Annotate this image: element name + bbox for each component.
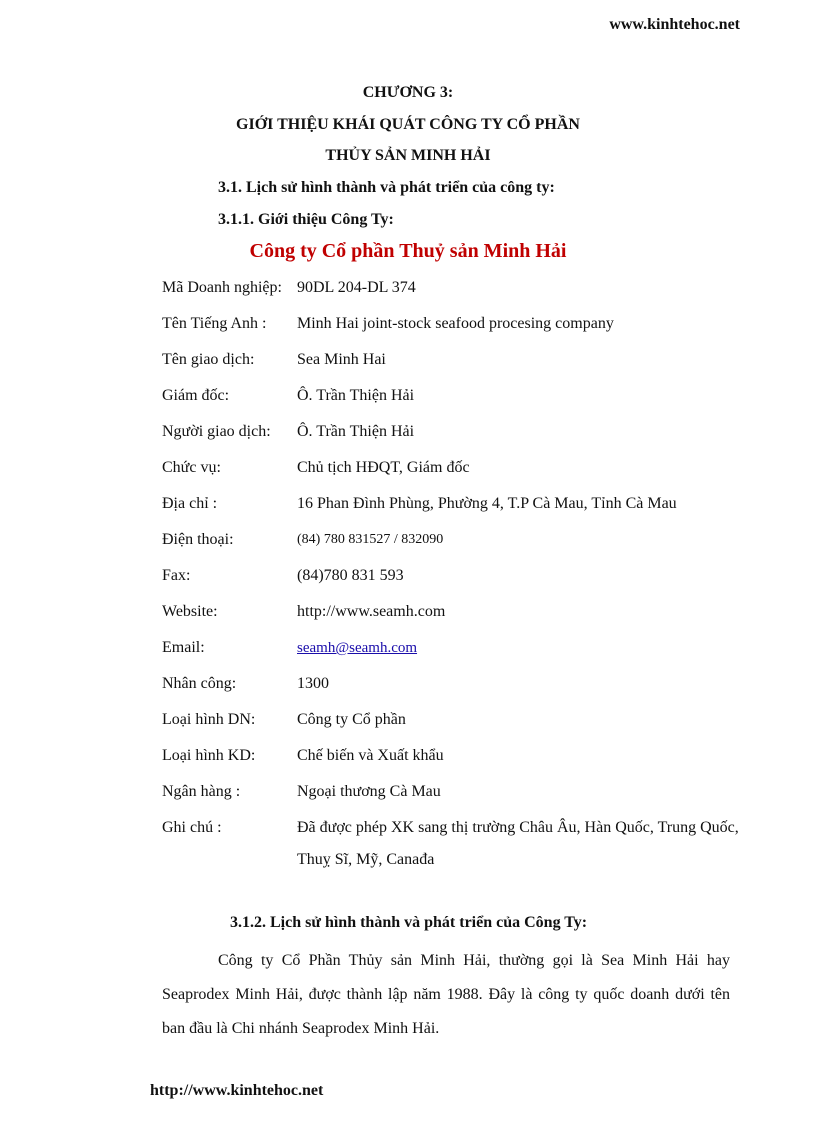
- info-value: (84)780 831 593: [297, 567, 404, 584]
- info-label: Mã Doanh nghiệp:: [162, 279, 282, 296]
- info-value: Ngoại thương Cà Mau: [297, 783, 441, 800]
- section-3-1-heading: 3.1. Lịch sử hình thành và phát triển của công ty:: [218, 179, 555, 196]
- info-label: Tên giao dịch:: [162, 351, 255, 368]
- info-value: Đã được phép XK sang thị trường Châu Âu, Hàn Quốc, Trung Quốc, Thuỵ Sĩ, Mỹ, Canađa: [297, 819, 739, 868]
- company-name: Công ty Cổ phần Thuỷ sản Minh Hải: [249, 240, 567, 262]
- chapter-title-line1: GIỚI THIỆU KHÁI QUÁT CÔNG TY CỔ PHẦN: [236, 116, 580, 133]
- history-paragraph: Công ty Cổ Phần Thủy sản Minh Hải, thường gọi là Sea Minh Hải hay Seaprodex Minh Hải, được thành lập năm 1988. Đây là công ty quốc doanh dưới tên ban đầu là Chi nhánh Seaprodex Minh Hải.: [162, 952, 730, 1037]
- info-label: Ghi chú :: [162, 819, 222, 836]
- info-label: Email:: [162, 639, 205, 656]
- info-label: Nhân công:: [162, 675, 237, 692]
- info-label: Giám đốc:: [162, 387, 230, 404]
- info-label: Loại hình DN:: [162, 711, 256, 728]
- info-label: Địa chỉ :: [162, 495, 218, 512]
- info-value: Ô. Trần Thiện Hải: [297, 423, 415, 440]
- info-value: http://www.seamh.com: [297, 603, 446, 620]
- info-value: Sea Minh Hai: [297, 351, 386, 368]
- header-website-url: www.kinhtehoc.net: [609, 16, 740, 33]
- info-value: 1300: [297, 675, 329, 692]
- info-value: Ô. Trần Thiện Hải: [297, 387, 415, 404]
- info-value: Chế biến và Xuất khẩu: [297, 747, 444, 764]
- info-value: Công ty Cổ phần: [297, 711, 406, 728]
- info-label: Fax:: [162, 567, 191, 584]
- footer-website-url: http://www.kinhtehoc.net: [150, 1082, 324, 1099]
- info-value: (84) 780 831527 / 832090: [297, 532, 444, 547]
- info-value: 16 Phan Đình Phùng, Phường 4, T.P Cà Mau, Tỉnh Cà Mau: [297, 495, 677, 512]
- section-3-1-1-heading: 3.1.1. Giới thiệu Công Ty:: [218, 211, 394, 228]
- info-value-wrapper: [297, 632, 742, 664]
- info-value: Minh Hai joint-stock seafood procesing company: [297, 315, 614, 332]
- chapter-number: CHƯƠNG 3:: [362, 84, 454, 101]
- info-value: Chủ tịch HĐQT, Giám đốc: [297, 459, 470, 476]
- info-label: Website:: [162, 603, 218, 620]
- info-value: 90DL 204-DL 374: [297, 279, 416, 296]
- chapter-title-line2: THỦY SẢN MINH HẢI: [325, 147, 491, 164]
- info-label: Chức vụ:: [162, 459, 221, 476]
- info-label: Tên Tiếng Anh :: [162, 315, 267, 332]
- info-label: Người giao dịch:: [162, 423, 271, 440]
- info-label: Ngân hàng :: [162, 783, 241, 800]
- info-label: Điện thoại:: [162, 531, 234, 548]
- section-3-1-2-heading: 3.1.2. Lịch sử hình thành và phát triển của Công Ty:: [230, 914, 588, 931]
- info-label: Loại hình KD:: [162, 747, 256, 764]
- email-link[interactable]: seamh@seamh.com: [297, 640, 418, 656]
